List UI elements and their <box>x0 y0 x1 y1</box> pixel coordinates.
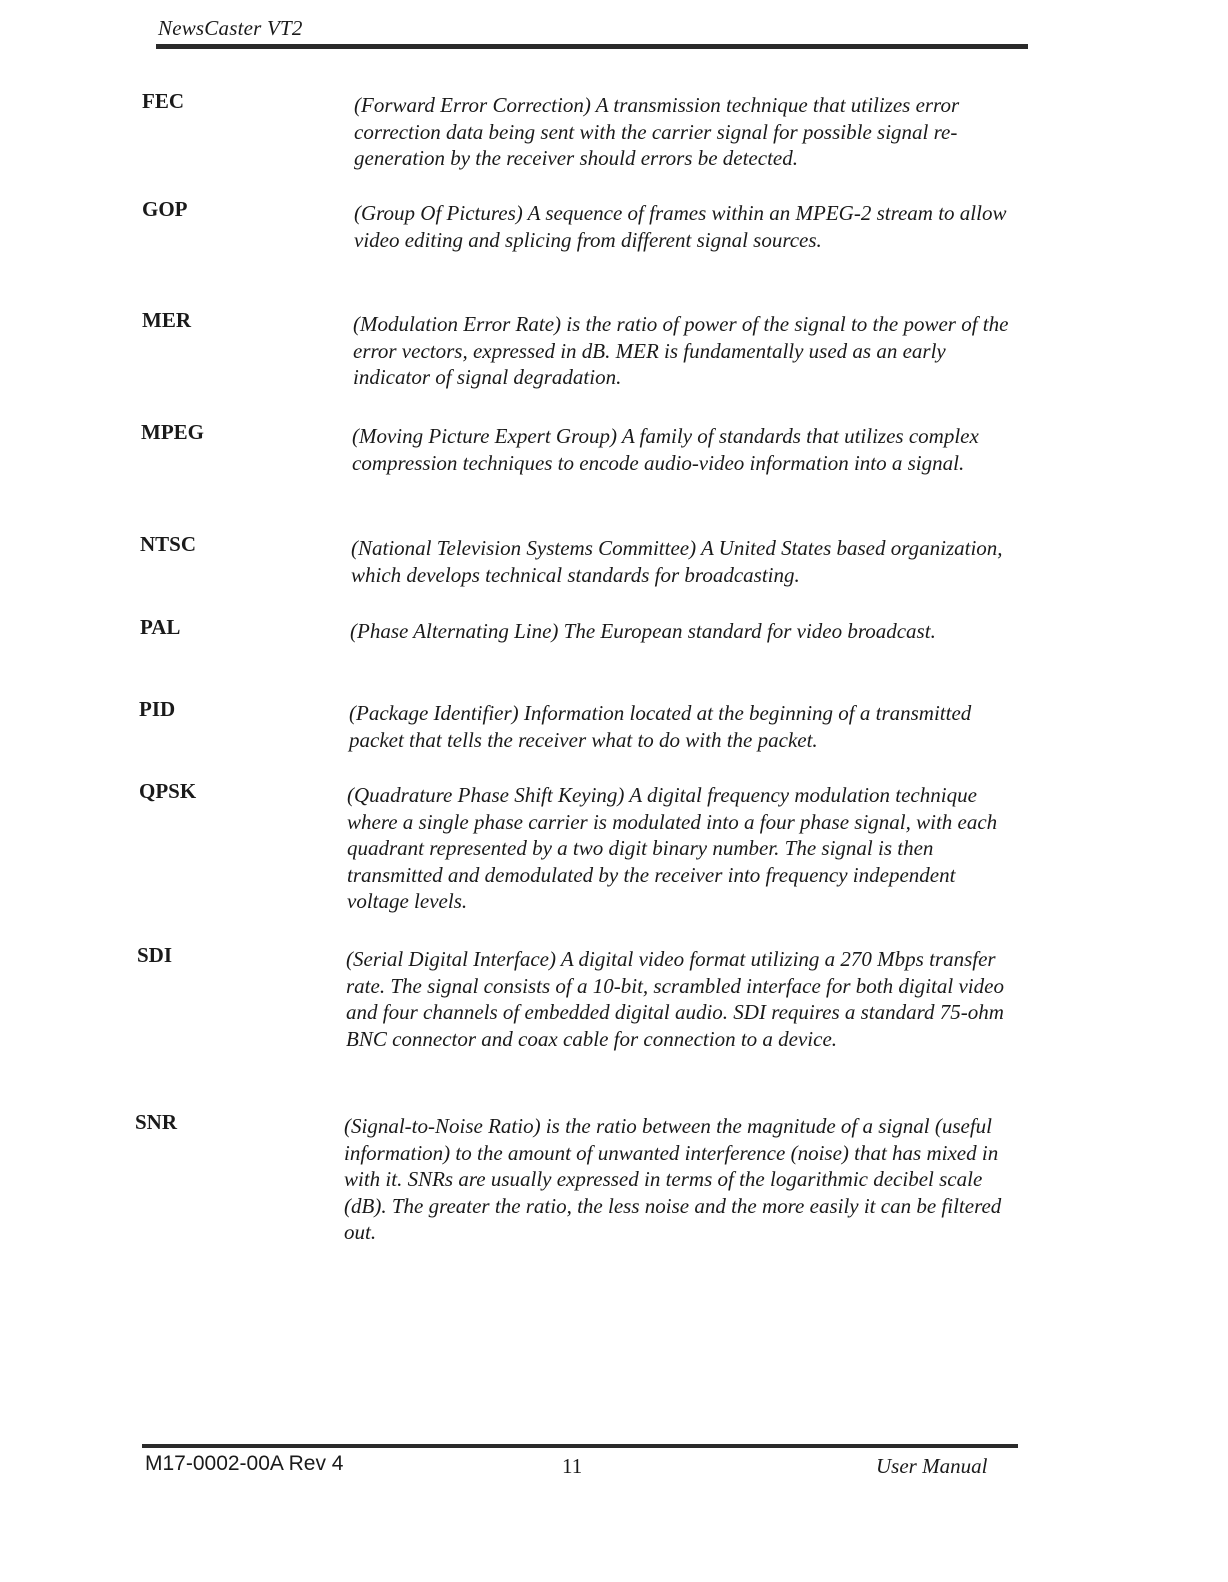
glossary-definition: (Quadrature Phase Shift Keying) A digital frequency modulation technique where a single phase carrier is modulated into a four phase signal, with each quadrant represented by a two digit binary number. The signal is then transmitted and demodulated by the receiver into frequency independent voltage levels. <box>347 783 998 913</box>
glossary-definition: (National Television Systems Committee) A United States based organization, which develops technical standards for broadcasting. <box>351 536 1003 587</box>
footer-doc-number: M17-0002-00A Rev 4 <box>145 1452 344 1475</box>
footer-manual-name: User Manual <box>876 1454 988 1478</box>
glossary-definition: (Forward Error Correction) A transmission technique that utilizes error correction data being sent with the carrier signal for possible signal re-generation by the receiver should errors be detected. <box>354 93 960 170</box>
header-title: NewsCaster VT2 <box>158 16 303 40</box>
glossary-definition: (Signal-to-Noise Ratio) is the ratio between the magnitude of a signal (useful information) to the amount of unwanted interference (noise) that has mixed in with it. SNRs are usually expressed in terms of the logarithmic decibel scale (dB). The greater the ratio, the less noise and the more easily it can be filtered out. <box>344 1114 1002 1244</box>
glossary-term: FEC <box>142 89 184 113</box>
glossary-definition: (Moving Picture Expert Group) A family of standards that utilizes complex compression techniques to encode audio-video information into a signal. <box>352 424 979 475</box>
header-rule <box>156 44 1028 49</box>
glossary-definition: (Package Identifier) Information located at the beginning of a transmitted packet that tells the receiver what to do with the packet. <box>349 701 972 752</box>
glossary-term: MER <box>142 308 191 332</box>
glossary-definition: (Serial Digital Interface) A digital video format utilizing a 270 Mbps transfer rate. The signal consists of a 10-bit, scrambled interface for both digital video and four channels of embedded digital audio. SDI requires a standard 75-ohm BNC connector and coax cable for connection to a device. <box>346 947 1004 1051</box>
footer-page-number: 11 <box>562 1454 583 1478</box>
glossary-term: NTSC <box>140 532 197 556</box>
glossary-term: SDI <box>137 943 173 967</box>
glossary-term: PID <box>139 697 176 721</box>
glossary-definition: (Modulation Error Rate) is the ratio of power of the signal to the power of the error vectors, expressed in dB. MER is fundamentally used as an early indicator of signal degradation. <box>353 312 1009 389</box>
glossary-definition: (Phase Alternating Line) The European standard for video broadcast. <box>350 619 936 643</box>
footer-rule <box>142 1444 1018 1448</box>
glossary-term: GOP <box>142 197 188 221</box>
glossary-definition: (Group Of Pictures) A sequence of frames within an MPEG-2 stream to allow video editing and splicing from different signal sources. <box>354 201 1007 252</box>
glossary-term: SNR <box>135 1110 178 1134</box>
glossary-term: PAL <box>140 615 181 639</box>
glossary-term: MPEG <box>141 420 204 444</box>
glossary-term: QPSK <box>139 779 197 803</box>
